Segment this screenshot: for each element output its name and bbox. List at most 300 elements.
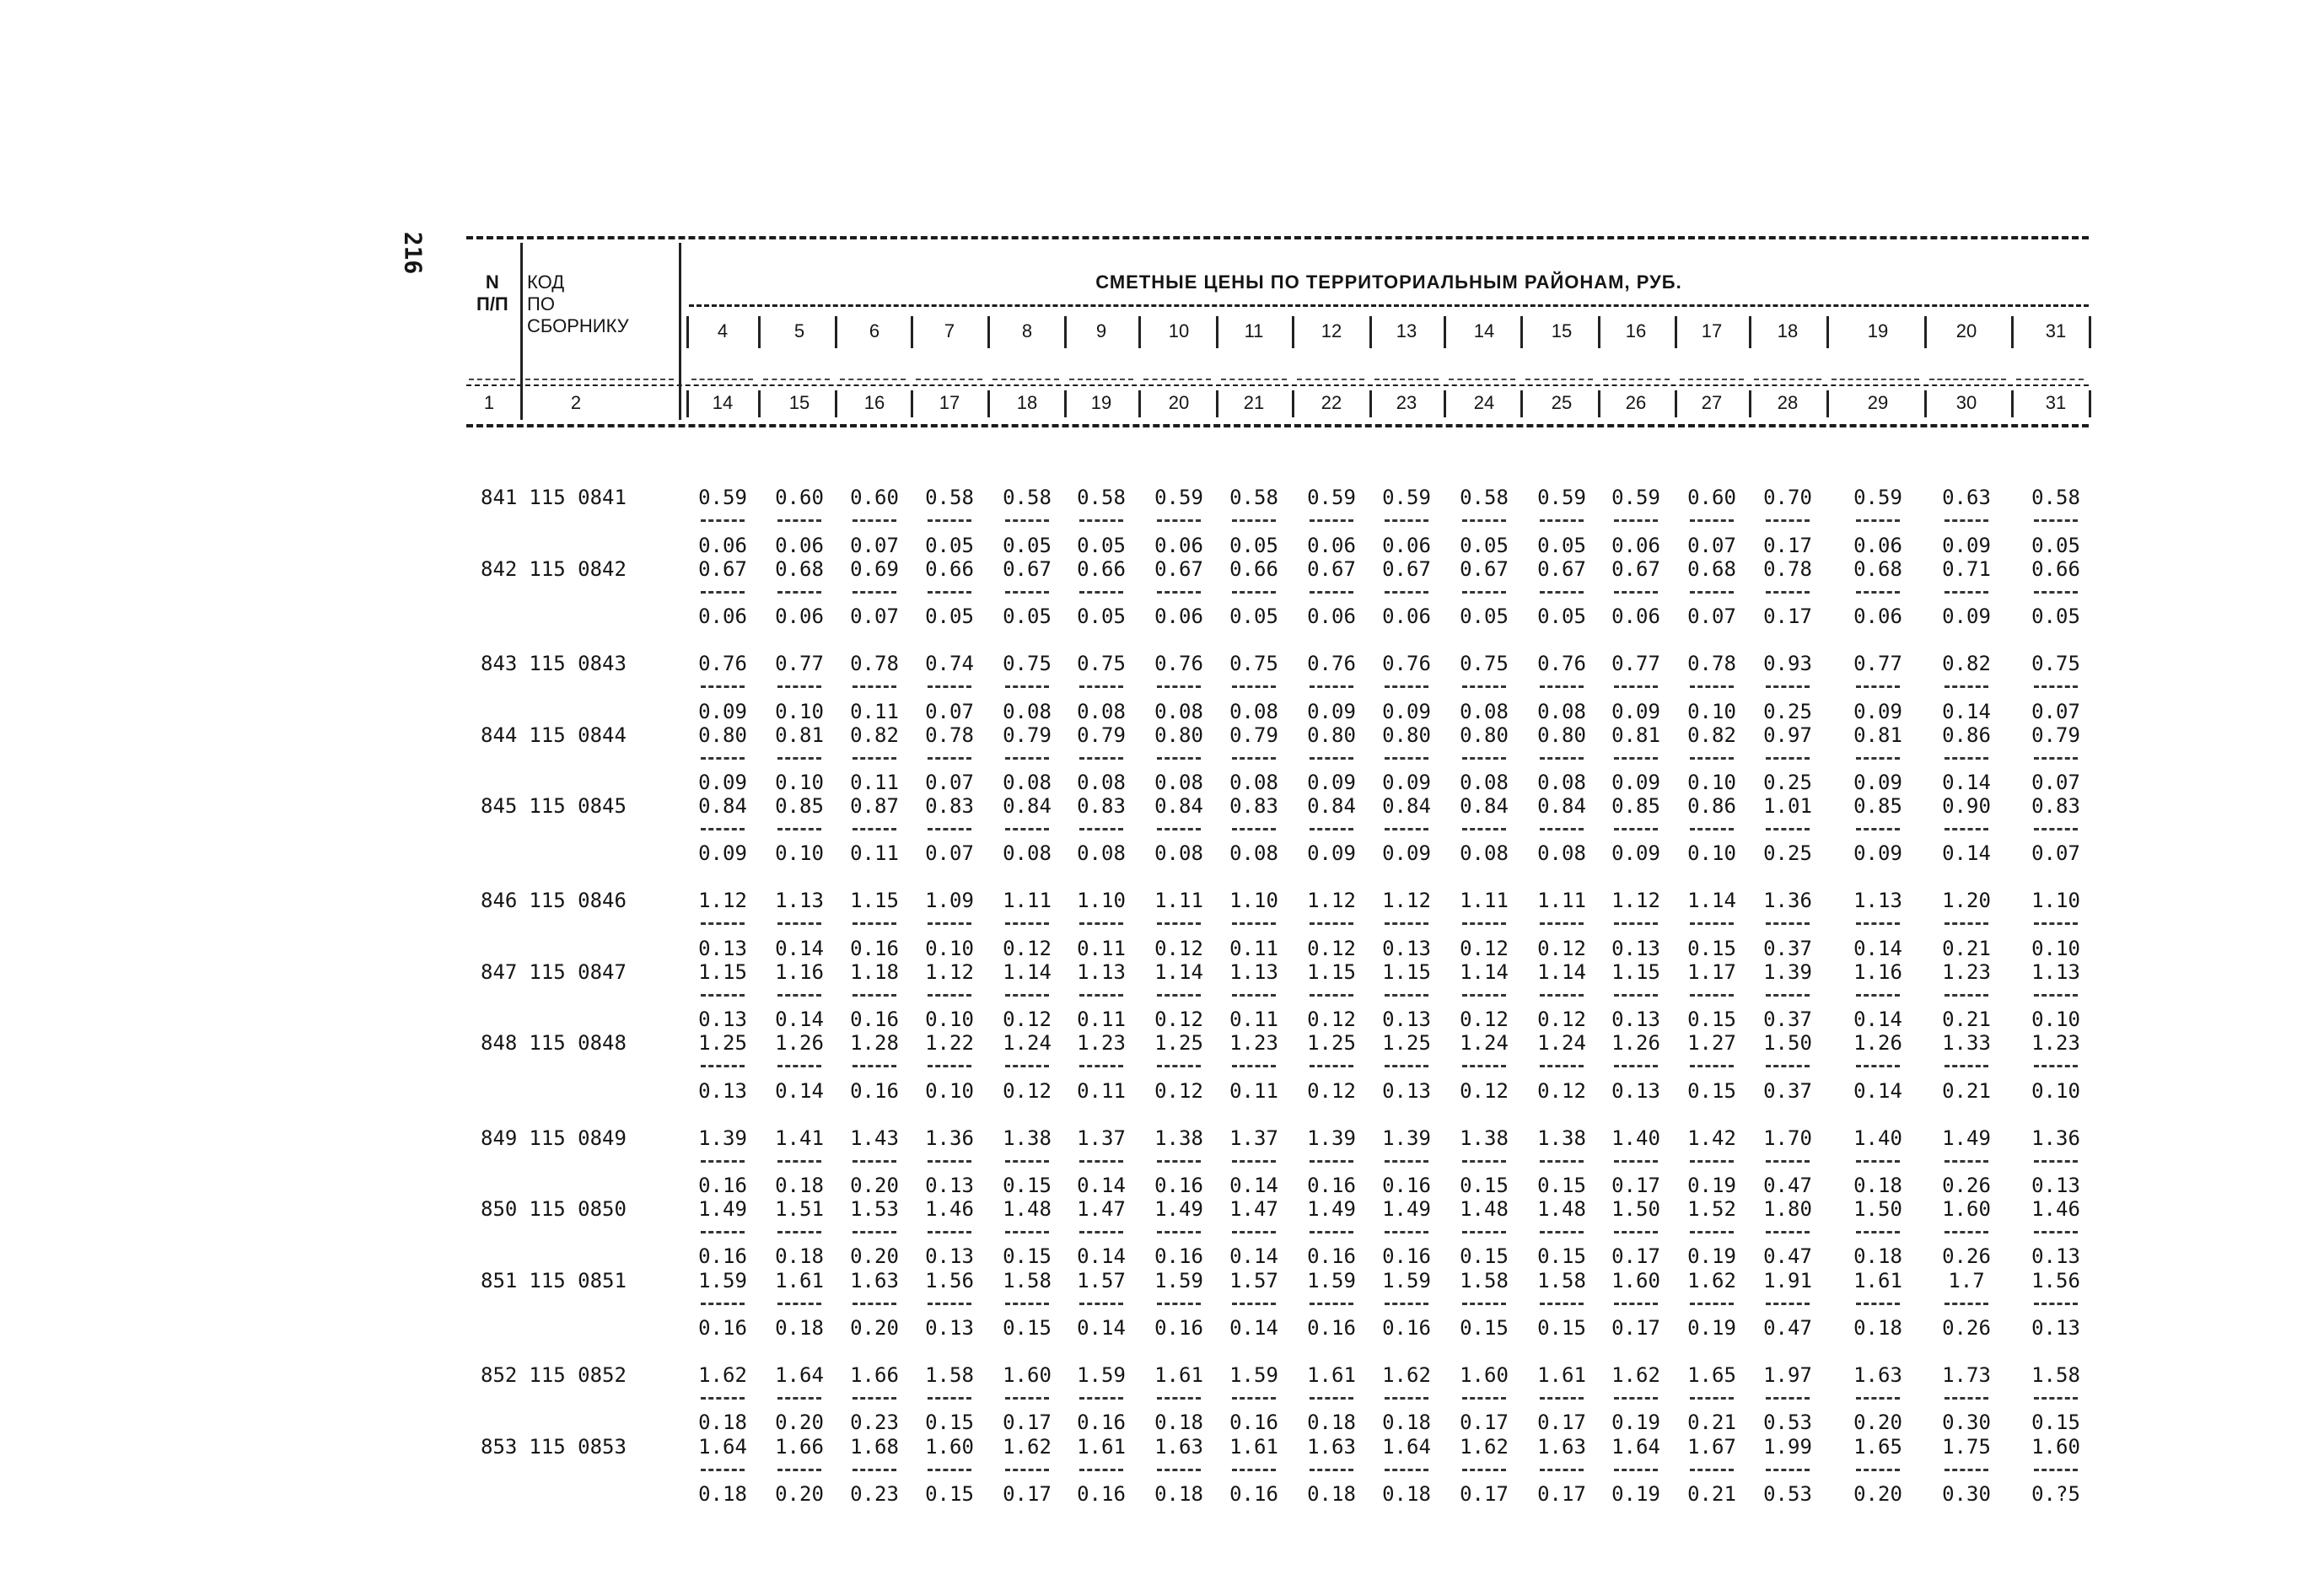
fraction-separator bbox=[1462, 1303, 1506, 1305]
column-index: 21 bbox=[1243, 392, 1265, 413]
fraction-separator bbox=[853, 685, 896, 688]
fraction-separator bbox=[1614, 1065, 1658, 1067]
price-cell: 0.53 bbox=[1763, 1411, 1812, 1434]
price-cell: 0.09 bbox=[698, 841, 747, 865]
row-number: 852 bbox=[481, 1363, 518, 1387]
price-cell: 1.14 bbox=[1003, 960, 1052, 984]
price-cell: 0.13 bbox=[925, 1316, 974, 1340]
price-cell: 0.07 bbox=[2031, 841, 2080, 865]
fraction-separator bbox=[2034, 1231, 2078, 1233]
price-cell: 0.59 bbox=[1853, 486, 1902, 509]
price-cell: 0.25 bbox=[1763, 841, 1812, 865]
fraction-separator bbox=[1385, 685, 1428, 688]
price-cell: 0.08 bbox=[1003, 841, 1052, 865]
price-cell: 1.25 bbox=[1382, 1031, 1431, 1055]
fraction-separator bbox=[1005, 1469, 1049, 1471]
header-divider bbox=[1444, 316, 1446, 348]
row-label bbox=[481, 557, 627, 581]
fraction-separator bbox=[1690, 1469, 1734, 1471]
fraction-separator bbox=[928, 591, 971, 594]
fraction-separator bbox=[2034, 1397, 2078, 1400]
fraction-separator bbox=[2034, 1160, 2078, 1163]
price-cell: 0.08 bbox=[1003, 771, 1052, 794]
price-cell: 0.83 bbox=[1077, 794, 1126, 818]
price-cell: 0.20 bbox=[1853, 1482, 1902, 1506]
fraction-separator bbox=[1856, 1303, 1900, 1305]
fraction-separator bbox=[1462, 1160, 1506, 1163]
fraction-separator bbox=[1310, 1160, 1353, 1163]
price-cell: 0.75 bbox=[1003, 652, 1052, 675]
column-index: 27 bbox=[1701, 392, 1723, 413]
price-cell: 1.63 bbox=[1537, 1435, 1586, 1459]
fraction-separator bbox=[1945, 519, 1988, 522]
price-cell: 0.21 bbox=[1942, 1008, 1991, 1031]
price-cell: 0.11 bbox=[850, 841, 899, 865]
price-cell: 1.42 bbox=[1687, 1126, 1736, 1150]
fraction-separator bbox=[928, 922, 971, 925]
price-cell: 0.18 bbox=[1382, 1411, 1431, 1434]
fraction-separator bbox=[853, 1469, 896, 1471]
price-cell: 0.15 bbox=[1460, 1174, 1509, 1197]
price-cell: 0.68 bbox=[1853, 557, 1902, 581]
price-cell: 0.09 bbox=[698, 771, 747, 794]
row-label bbox=[481, 1435, 627, 1459]
price-cell: 0.08 bbox=[1537, 700, 1586, 723]
price-cell: 0.10 bbox=[925, 1079, 974, 1103]
title-underline bbox=[689, 304, 2089, 307]
price-cell: 0.18 bbox=[1307, 1482, 1356, 1506]
price-cell: 0.21 bbox=[1687, 1411, 1736, 1434]
price-cell: 1.64 bbox=[1382, 1435, 1431, 1459]
price-cell: 0.86 bbox=[1687, 794, 1736, 818]
price-cell: 0.14 bbox=[1229, 1174, 1278, 1197]
price-cell: 1.57 bbox=[1077, 1269, 1126, 1292]
fraction-separator bbox=[2034, 1469, 2078, 1471]
price-cell: 0.47 bbox=[1763, 1316, 1812, 1340]
header-top-rule bbox=[466, 236, 2089, 239]
price-cell: 0.75 bbox=[1460, 652, 1509, 675]
fraction-separator bbox=[1856, 685, 1900, 688]
fraction-separator bbox=[1079, 1303, 1123, 1305]
price-cell: 0.15 bbox=[2031, 1411, 2080, 1434]
price-cell: 0.12 bbox=[1537, 1079, 1586, 1103]
price-cell: 0.08 bbox=[1154, 700, 1203, 723]
price-cell: 0.14 bbox=[1077, 1316, 1126, 1340]
price-cell: 0.16 bbox=[1154, 1174, 1203, 1197]
district-number: 16 bbox=[1625, 320, 1647, 341]
fraction-separator bbox=[1540, 519, 1584, 522]
price-cell: 1.13 bbox=[1077, 960, 1126, 984]
fraction-separator bbox=[1005, 994, 1049, 997]
header-divider bbox=[520, 243, 523, 420]
price-cell: 0.06 bbox=[775, 534, 824, 557]
price-cell: 0.19 bbox=[1611, 1482, 1660, 1506]
price-cell: 1.10 bbox=[1077, 889, 1126, 912]
row-code: 115 0850 bbox=[529, 1197, 627, 1221]
price-cell: 1.61 bbox=[1077, 1435, 1126, 1459]
price-cell: 1.48 bbox=[1003, 1197, 1052, 1221]
fraction-separator bbox=[701, 994, 745, 997]
price-cell: 1.61 bbox=[1229, 1435, 1278, 1459]
fraction-separator bbox=[1945, 1469, 1988, 1471]
price-cell: 0.16 bbox=[1077, 1411, 1126, 1434]
fraction-separator bbox=[1310, 1469, 1353, 1471]
header-divider bbox=[1520, 316, 1523, 348]
price-cell: 1.62 bbox=[1003, 1435, 1052, 1459]
header-divider bbox=[2011, 316, 2014, 348]
price-cell: 1.39 bbox=[1382, 1126, 1431, 1150]
price-cell: 1.67 bbox=[1687, 1435, 1736, 1459]
price-cell: 0.84 bbox=[1154, 794, 1203, 818]
fraction-separator bbox=[1310, 1397, 1353, 1400]
header-cell-rule bbox=[1374, 379, 1439, 380]
price-cell: 1.68 bbox=[850, 1435, 899, 1459]
price-cell: 0.19 bbox=[1611, 1411, 1660, 1434]
fraction-separator bbox=[1856, 828, 1900, 830]
price-cell: 1.25 bbox=[1154, 1031, 1203, 1055]
price-cell: 1.47 bbox=[1077, 1197, 1126, 1221]
price-cell: 1.15 bbox=[698, 960, 747, 984]
row-number: 841 bbox=[481, 486, 518, 509]
row-number: 853 bbox=[481, 1435, 518, 1459]
price-cell: 0.82 bbox=[1942, 652, 1991, 675]
price-cell: 0.13 bbox=[2031, 1244, 2080, 1268]
fraction-separator bbox=[1157, 1303, 1201, 1305]
price-cell: 1.12 bbox=[925, 960, 974, 984]
price-cell: 0.08 bbox=[1460, 771, 1509, 794]
price-cell: 0.20 bbox=[850, 1316, 899, 1340]
fraction-separator bbox=[1310, 757, 1353, 760]
row-code: 115 0842 bbox=[529, 557, 627, 581]
fraction-separator bbox=[1310, 922, 1353, 925]
price-cell: 1.26 bbox=[775, 1031, 824, 1055]
price-cell: 0.10 bbox=[925, 937, 974, 960]
price-cell: 0.13 bbox=[1611, 1079, 1660, 1103]
fraction-separator bbox=[1079, 1397, 1123, 1400]
fraction-separator bbox=[1232, 519, 1276, 522]
price-cell: 0.09 bbox=[1307, 700, 1356, 723]
fraction-separator bbox=[1310, 1065, 1353, 1067]
price-cell: 0.08 bbox=[1154, 771, 1203, 794]
price-cell: 0.20 bbox=[850, 1174, 899, 1197]
fraction-separator bbox=[1766, 519, 1810, 522]
fraction-separator bbox=[1540, 1065, 1584, 1067]
price-cell: 0.09 bbox=[1382, 771, 1431, 794]
price-cell: 0.09 bbox=[1611, 771, 1660, 794]
fraction-separator bbox=[928, 1469, 971, 1471]
price-cell: 0.19 bbox=[1687, 1174, 1736, 1197]
fraction-separator bbox=[1945, 1160, 1988, 1163]
district-number: 9 bbox=[1095, 320, 1107, 341]
fraction-separator bbox=[1540, 1303, 1584, 1305]
row-code: 115 0843 bbox=[529, 652, 627, 675]
fraction-separator bbox=[928, 757, 971, 760]
price-cell: 0.37 bbox=[1763, 1008, 1812, 1031]
price-cell: 0.76 bbox=[1154, 652, 1203, 675]
price-cell: 0.13 bbox=[925, 1244, 974, 1268]
price-cell: 0.05 bbox=[1003, 534, 1052, 557]
price-cell: 0.10 bbox=[1687, 771, 1736, 794]
price-cell: 1.26 bbox=[1611, 1031, 1660, 1055]
price-cell: 0.16 bbox=[698, 1244, 747, 1268]
price-cell: 1.62 bbox=[1611, 1363, 1660, 1387]
price-cell: 0.80 bbox=[1382, 723, 1431, 747]
price-cell: 1.11 bbox=[1537, 889, 1586, 912]
price-cell: 0.83 bbox=[1229, 794, 1278, 818]
column-index: 30 bbox=[1955, 392, 1977, 413]
price-cell: 1.65 bbox=[1687, 1363, 1736, 1387]
district-number: 10 bbox=[1168, 320, 1190, 341]
row-number: 844 bbox=[481, 723, 518, 747]
column-index: 16 bbox=[863, 392, 885, 413]
price-cell: 0.78 bbox=[1687, 652, 1736, 675]
price-cell: 1.50 bbox=[1611, 1197, 1660, 1221]
fraction-separator bbox=[1385, 591, 1428, 594]
price-cell: 0.58 bbox=[1077, 486, 1126, 509]
fraction-separator bbox=[1005, 519, 1049, 522]
price-cell: 1.23 bbox=[1077, 1031, 1126, 1055]
price-cell: 0.?5 bbox=[2031, 1482, 2080, 1506]
fraction-separator bbox=[777, 828, 821, 830]
fraction-separator bbox=[1079, 922, 1123, 925]
fraction-separator bbox=[1690, 828, 1734, 830]
price-cell: 1.25 bbox=[698, 1031, 747, 1055]
header-divider bbox=[1598, 316, 1600, 348]
fraction-separator bbox=[1945, 591, 1988, 594]
fraction-separator bbox=[701, 922, 745, 925]
price-cell: 0.14 bbox=[1077, 1174, 1126, 1197]
price-cell: 0.15 bbox=[1460, 1244, 1509, 1268]
fraction-separator bbox=[1614, 1303, 1658, 1305]
price-cell: 0.11 bbox=[1077, 937, 1126, 960]
price-cell: 1.49 bbox=[1154, 1197, 1203, 1221]
price-cell: 0.21 bbox=[1942, 937, 1991, 960]
price-cell: 0.11 bbox=[1077, 1008, 1126, 1031]
price-cell: 1.64 bbox=[775, 1363, 824, 1387]
price-cell: 0.83 bbox=[2031, 794, 2080, 818]
header-cell-rule bbox=[1069, 379, 1133, 380]
header-cell-rule bbox=[916, 379, 982, 380]
row-code: 115 0852 bbox=[529, 1363, 627, 1387]
price-cell: 1.37 bbox=[1077, 1126, 1126, 1150]
price-cell: 0.76 bbox=[1382, 652, 1431, 675]
fraction-separator bbox=[1157, 685, 1201, 688]
row-label bbox=[481, 652, 627, 675]
price-cell: 0.67 bbox=[1307, 557, 1356, 581]
price-cell: 0.12 bbox=[1307, 937, 1356, 960]
price-cell: 0.18 bbox=[1154, 1411, 1203, 1434]
price-cell: 1.23 bbox=[2031, 1031, 2080, 1055]
price-cell: 0.19 bbox=[1687, 1316, 1736, 1340]
price-cell: 0.17 bbox=[1460, 1482, 1509, 1506]
district-number: 17 bbox=[1701, 320, 1723, 341]
fraction-separator bbox=[853, 1303, 896, 1305]
fraction-separator bbox=[701, 757, 745, 760]
price-cell: 0.59 bbox=[1611, 486, 1660, 509]
price-cell: 0.74 bbox=[925, 652, 974, 675]
row-number: 847 bbox=[481, 960, 518, 984]
price-cell: 0.81 bbox=[1611, 723, 1660, 747]
price-cell: 0.82 bbox=[1687, 723, 1736, 747]
price-cell: 1.62 bbox=[698, 1363, 747, 1387]
header-divider bbox=[1138, 316, 1141, 348]
header-divider bbox=[1826, 316, 1829, 348]
price-cell: 0.15 bbox=[1687, 1008, 1736, 1031]
header-divider bbox=[2089, 316, 2091, 348]
price-cell: 0.17 bbox=[1611, 1244, 1660, 1268]
fraction-separator bbox=[2034, 519, 2078, 522]
price-cell: 0.09 bbox=[1611, 700, 1660, 723]
fraction-separator bbox=[1856, 1065, 1900, 1067]
price-cell: 1.13 bbox=[775, 889, 824, 912]
price-cell: 1.46 bbox=[2031, 1197, 2080, 1221]
price-cell: 0.05 bbox=[1229, 534, 1278, 557]
header-divider bbox=[1216, 390, 1218, 417]
fraction-separator bbox=[1385, 994, 1428, 997]
price-cell: 0.63 bbox=[1942, 486, 1991, 509]
price-cell: 1.62 bbox=[1460, 1435, 1509, 1459]
price-cell: 0.18 bbox=[775, 1174, 824, 1197]
header-divider bbox=[758, 390, 761, 417]
price-cell: 0.14 bbox=[1853, 937, 1902, 960]
fraction-separator bbox=[1462, 591, 1506, 594]
header-cell-rule bbox=[1143, 379, 1211, 380]
price-cell: 0.14 bbox=[1229, 1316, 1278, 1340]
fraction-separator bbox=[1005, 828, 1049, 830]
price-cell: 0.47 bbox=[1763, 1174, 1812, 1197]
price-cell: 0.17 bbox=[1537, 1411, 1586, 1434]
price-cell: 0.15 bbox=[1537, 1174, 1586, 1197]
price-cell: 0.07 bbox=[1687, 605, 1736, 628]
header-cell-rule bbox=[1525, 379, 1593, 380]
fraction-separator bbox=[853, 828, 896, 830]
price-cell: 0.76 bbox=[698, 652, 747, 675]
price-cell: 0.15 bbox=[1003, 1244, 1052, 1268]
fraction-separator bbox=[1856, 591, 1900, 594]
price-cell: 0.76 bbox=[1537, 652, 1586, 675]
price-cell: 0.15 bbox=[1003, 1174, 1052, 1197]
price-cell: 0.21 bbox=[1942, 1079, 1991, 1103]
price-cell: 1.41 bbox=[775, 1126, 824, 1150]
price-cell: 0.13 bbox=[2031, 1316, 2080, 1340]
price-cell: 0.26 bbox=[1942, 1316, 1991, 1340]
district-number: 8 bbox=[1021, 320, 1033, 341]
price-cell: 1.15 bbox=[1382, 960, 1431, 984]
fraction-separator bbox=[1232, 1231, 1276, 1233]
row-code: 115 0851 bbox=[529, 1269, 627, 1292]
fraction-separator bbox=[1079, 1469, 1123, 1471]
price-cell: 0.17 bbox=[1611, 1316, 1660, 1340]
row-code: 115 0847 bbox=[529, 960, 627, 984]
price-cell: 0.14 bbox=[1229, 1244, 1278, 1268]
fraction-separator bbox=[1005, 1065, 1049, 1067]
price-cell: 0.13 bbox=[698, 1008, 747, 1031]
price-cell: 0.07 bbox=[850, 534, 899, 557]
district-number: 4 bbox=[717, 320, 729, 341]
price-cell: 0.60 bbox=[1687, 486, 1736, 509]
price-cell: 0.18 bbox=[1853, 1174, 1902, 1197]
fraction-separator bbox=[1614, 828, 1658, 830]
header-cell-rule bbox=[1929, 379, 2006, 380]
fraction-separator bbox=[1310, 828, 1353, 830]
price-cell: 0.93 bbox=[1763, 652, 1812, 675]
fraction-separator bbox=[1385, 757, 1428, 760]
fraction-separator bbox=[1005, 1160, 1049, 1163]
price-cell: 1.12 bbox=[1611, 889, 1660, 912]
row-number: 848 bbox=[481, 1031, 518, 1055]
fraction-separator bbox=[1079, 1231, 1123, 1233]
price-cell: 1.60 bbox=[1611, 1269, 1660, 1292]
header-divider bbox=[911, 390, 913, 417]
price-cell: 0.20 bbox=[775, 1482, 824, 1506]
price-cell: 1.12 bbox=[698, 889, 747, 912]
fraction-separator bbox=[1540, 685, 1584, 688]
price-cell: 1.60 bbox=[1942, 1197, 1991, 1221]
fraction-separator bbox=[1157, 922, 1201, 925]
row-label bbox=[481, 1197, 627, 1221]
district-number: 5 bbox=[793, 320, 805, 341]
price-cell: 0.17 bbox=[1763, 605, 1812, 628]
column-index: 20 bbox=[1168, 392, 1190, 413]
price-cell: 0.05 bbox=[2031, 534, 2080, 557]
price-cell: 0.11 bbox=[1229, 937, 1278, 960]
row-code: 115 0848 bbox=[529, 1031, 627, 1055]
price-cell: 0.58 bbox=[1003, 486, 1052, 509]
fraction-separator bbox=[928, 994, 971, 997]
fraction-separator bbox=[701, 1231, 745, 1233]
fraction-separator bbox=[777, 1469, 821, 1471]
price-cell: 1.49 bbox=[1382, 1197, 1431, 1221]
price-cell: 0.05 bbox=[1003, 605, 1052, 628]
fraction-separator bbox=[1005, 757, 1049, 760]
price-cell: 1.62 bbox=[1687, 1269, 1736, 1292]
fraction-separator bbox=[1690, 519, 1734, 522]
fraction-separator bbox=[1005, 591, 1049, 594]
price-cell: 0.20 bbox=[775, 1411, 824, 1434]
price-cell: 0.17 bbox=[1003, 1411, 1052, 1434]
price-cell: 0.05 bbox=[1077, 605, 1126, 628]
price-cell: 0.16 bbox=[850, 1008, 899, 1031]
price-cell: 0.12 bbox=[1537, 1008, 1586, 1031]
price-cell: 1.47 bbox=[1229, 1197, 1278, 1221]
price-cell: 1.36 bbox=[1763, 889, 1812, 912]
fraction-separator bbox=[1232, 828, 1276, 830]
price-cell: 1.59 bbox=[1077, 1363, 1126, 1387]
price-cell: 1.16 bbox=[1853, 960, 1902, 984]
price-cell: 0.17 bbox=[1611, 1174, 1660, 1197]
price-cell: 0.67 bbox=[1003, 557, 1052, 581]
price-cell: 1.66 bbox=[775, 1435, 824, 1459]
price-cell: 0.80 bbox=[1537, 723, 1586, 747]
fraction-separator bbox=[1766, 994, 1810, 997]
price-cell: 0.86 bbox=[1942, 723, 1991, 747]
price-cell: 1.11 bbox=[1154, 889, 1203, 912]
row-code: 115 0849 bbox=[529, 1126, 627, 1150]
header-divider bbox=[1675, 316, 1677, 348]
price-cell: 1.49 bbox=[698, 1197, 747, 1221]
fraction-separator bbox=[1385, 1231, 1428, 1233]
fraction-separator bbox=[1540, 922, 1584, 925]
price-cell: 1.64 bbox=[1611, 1435, 1660, 1459]
price-cell: 1.59 bbox=[1229, 1363, 1278, 1387]
fraction-separator bbox=[1462, 922, 1506, 925]
price-cell: 1.59 bbox=[1382, 1269, 1431, 1292]
price-cell: 0.47 bbox=[1763, 1244, 1812, 1268]
fraction-separator bbox=[1005, 1231, 1049, 1233]
price-cell: 0.06 bbox=[1154, 534, 1203, 557]
price-cell: 1.24 bbox=[1460, 1031, 1509, 1055]
price-cell: 0.67 bbox=[1460, 557, 1509, 581]
